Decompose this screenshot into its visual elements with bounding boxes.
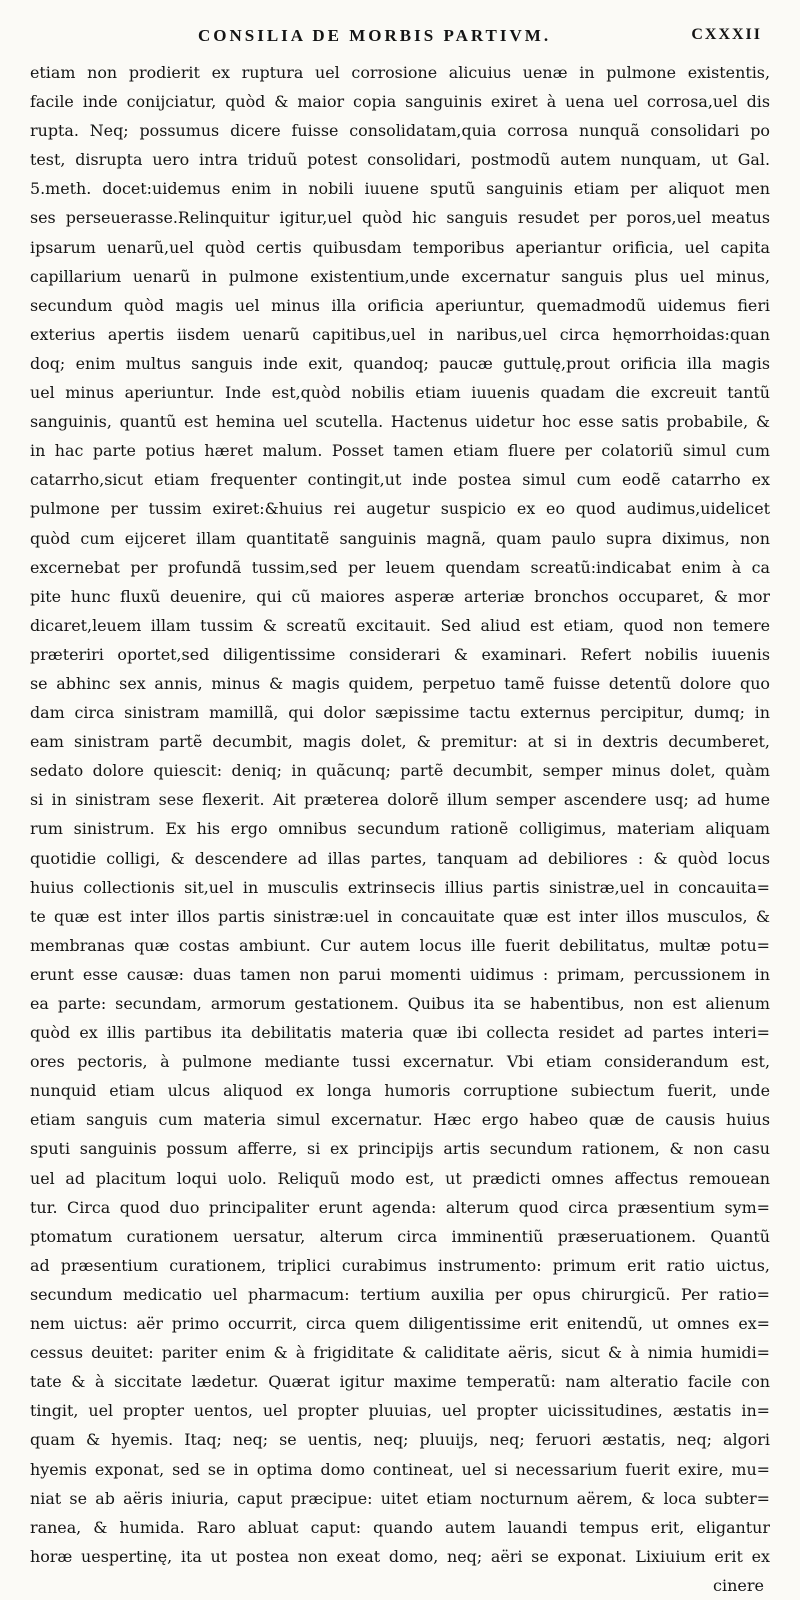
text-line: erunt esse causæ: duas tamen non parui momenti uidimus : primam, percussionem in	[30, 964, 770, 984]
text-line: nunquid etiam ulcus aliquod ex longa humoris corruptione subiectum fuerit, unde	[30, 1081, 770, 1101]
text-line: dicaret,leuem illam tussim & screatũ excitauit. Sed aliud est etiam, quod non temere	[30, 615, 770, 635]
text-line: quòd ex illis partibus ita debilitatis materia quæ ibi collecta residet ad partes interi=	[30, 1023, 770, 1043]
text-line: quòd cum eijceret illam quantitatẽ sanguinis magnã, quam paulo supra diximus, non	[30, 528, 770, 548]
text-line: ipsarum uenarũ,uel quòd certis quibusdam temporibus aperiantur orificia, uel capita	[30, 237, 770, 257]
text-line: tingit, uel propter uentos, uel propter pluuias, uel propter uicissitudines, æstatis in=	[30, 1401, 770, 1421]
text-line: sedato dolore quiescit: deniq; in quãcunq; partẽ decumbit, semper minus dolet, quàm	[30, 761, 770, 781]
text-line: niat se ab aëris iniuria, caput præcipue: uitet etiam nocturnum aërem, & loca subter=	[30, 1488, 770, 1508]
text-line: uel ad placitum loqui uolo. Reliquũ modo est, ut prædicti omnes affectus remouean	[30, 1168, 770, 1188]
text-line: ptomatum curationem uersatur, alterum circa imminentiũ præseruationem. Quantũ	[30, 1226, 770, 1246]
text-line: sputi sanguinis possum afferre, si ex principijs artis secundum rationem, & non casu	[30, 1139, 770, 1159]
text-line: etiam sanguis cum materia simul excernatur. Hæc ergo habeo quæ de causis huius	[30, 1110, 770, 1130]
text-line: nem uictus: aër primo occurrit, circa quem diligentissime erit enitendũ, ut omnes ex=	[30, 1314, 770, 1334]
text-line: eam sinistram partẽ decumbit, magis dolet, & premitur: at si in dextris decumberet,	[30, 732, 770, 752]
text-line: test, disrupta uero intra triduũ potest consolidari, postmodũ autem nunquam, ut Gal.	[30, 150, 770, 170]
text-line: huius collectionis sit,uel in musculis extrinsecis illius partis sinistræ,uel in concauita=	[30, 877, 770, 897]
text-line: præteriri oportet,sed diligentissime considerari & examinari. Refert nobilis iuuenis	[30, 644, 770, 664]
text-line: etiam non prodierit ex ruptura uel corrosione alicuius uenæ in pulmone existentis,	[30, 63, 770, 82]
text-line: tate & à siccitate lædetur. Quærat igitur maxime temperatũ: nam alteratio facile con	[30, 1372, 770, 1392]
running-head	[30, 26, 770, 56]
text-line: secundum medicatio uel pharmacum: tertium auxilia per opus chirurgicũ. Per ratio=	[30, 1284, 770, 1304]
text-line: in hac parte potius hæret malum. Posset tamen etiam fluere per colatoriũ simul cum	[30, 441, 770, 461]
folio-number: CXXXII	[691, 26, 762, 43]
text-line: quam & hyemis. Itaq; neq; se uentis, neq; pluuijs, neq; feruori æstatis, neq; algori	[30, 1430, 770, 1450]
text-line: ranea, & humida. Raro abluat caput: quando autem lauandi tempus erit, eligantur	[30, 1517, 770, 1537]
text-line: exterius apertis iisdem uenarũ capitibus,uel in naribus,uel circa hęmorrhoidas:quan	[30, 324, 770, 344]
text-line: si in sinistram sese flexerit. Ait præterea dolorẽ illum semper ascendere usq; ad hume	[30, 790, 770, 810]
text-line: 5.meth. docet:uidemus enim in nobili iuuene sputũ sanguinis etiam per aliquot men	[30, 179, 770, 199]
text-line: rupta. Neq; possumus dicere fuisse consolidatam,quia corrosa nunquã consolidari po	[30, 121, 770, 141]
text-line: pulmone per tussim exiret:&huius rei augetur suspicio ex eo quod audimus,uidelicet	[30, 499, 770, 519]
text-line: tur. Circa quod duo principaliter erunt agenda: alterum quod circa præsentium sym=	[30, 1197, 770, 1217]
text-line: ores pectoris, à pulmone mediante tussi excernatur. Vbi etiam considerandum est,	[30, 1052, 770, 1072]
body-text	[30, 58, 770, 1571]
text-line: te quæ est inter illos partis sinistræ:uel in concauitate quæ est inter illos musculos, &	[30, 906, 770, 926]
text-line: doq; enim multus sanguis inde exit, quandoq; paucæ guttulę,prout orificia illa magis	[30, 353, 770, 373]
text-line: capillarium uenarũ in pulmone existentium,unde excernatur sanguis plus uel minus,	[30, 266, 770, 286]
text-line: rum sinistrum. Ex his ergo omnibus secundum rationẽ colligimus, materiam aliquam	[30, 819, 770, 839]
text-line: ses perseuerasse.Relinquitur igitur,uel quòd hic sanguis resudet per poros,uel meatus	[30, 208, 770, 228]
text-line: excernebat per profundã tussim,sed per leuem quendam screatũ:indicabat enim à ca	[30, 557, 770, 577]
text-line: dam circa sinistram mamillã, qui dolor sæpissime tactu externus percipitur, dumq; in	[30, 703, 770, 723]
text-line: horæ uespertinę, ita ut postea non exeat domo, neq; aëri se exponat. Lixiuium erit ex	[30, 1546, 770, 1566]
text-line: facile inde conijciatur, quòd & maior copia sanguinis exiret à uena uel corrosa,uel dis	[30, 92, 770, 112]
text-line: se abhinc sex annis, minus & magis quidem, perpetuo tamẽ fuisse detentũ dolore quo	[30, 673, 770, 693]
text-line: catarrho,sicut etiam frequenter contingit,ut inde postea simul cum eodẽ catarrho ex	[30, 470, 770, 490]
text-line: hyemis exponat, sed se in optima domo contineat, uel si necessarium fuerit exire, mu=	[30, 1459, 770, 1479]
text-line: membranas quæ costas ambiunt. Cur autem locus ille fuerit debilitatus, multæ potu=	[30, 935, 770, 955]
text-line: cessus deuitet: pariter enim & à frigiditate & caliditate aëris, sicut & à nimia humidi=	[30, 1343, 770, 1363]
text-line: secundum quòd magis uel minus illa orificia aperiuntur, quemadmodũ uidemus fieri	[30, 295, 770, 315]
text-line: sanguinis, quantũ est hemina uel scutella. Hactenus uidetur hoc esse satis probabile, &	[30, 412, 770, 432]
text-line: ea parte: secundam, armorum gestationem. Quibus ita se habentibus, non est alienum	[30, 994, 770, 1013]
running-title: CONSILIA DE MORBIS PARTIVM.	[198, 26, 552, 45]
text-line: ad præsentium curationem, triplici curabimus instrumento: primum erit ratio uictus,	[30, 1255, 770, 1275]
text-line: pite hunc fluxũ deuenire, qui cũ maiores asperæ arteriæ bronchos occuparet, & mor	[30, 586, 770, 606]
catchword: cinere	[713, 1575, 764, 1595]
text-line: uel minus aperiuntur. Inde est,quòd nobilis etiam iuuenis quadam die excreuit tantũ	[30, 383, 770, 403]
text-line: quotidie colligi, & descendere ad illas partes, tanquam ad debiliores : & quòd locus	[30, 848, 770, 868]
